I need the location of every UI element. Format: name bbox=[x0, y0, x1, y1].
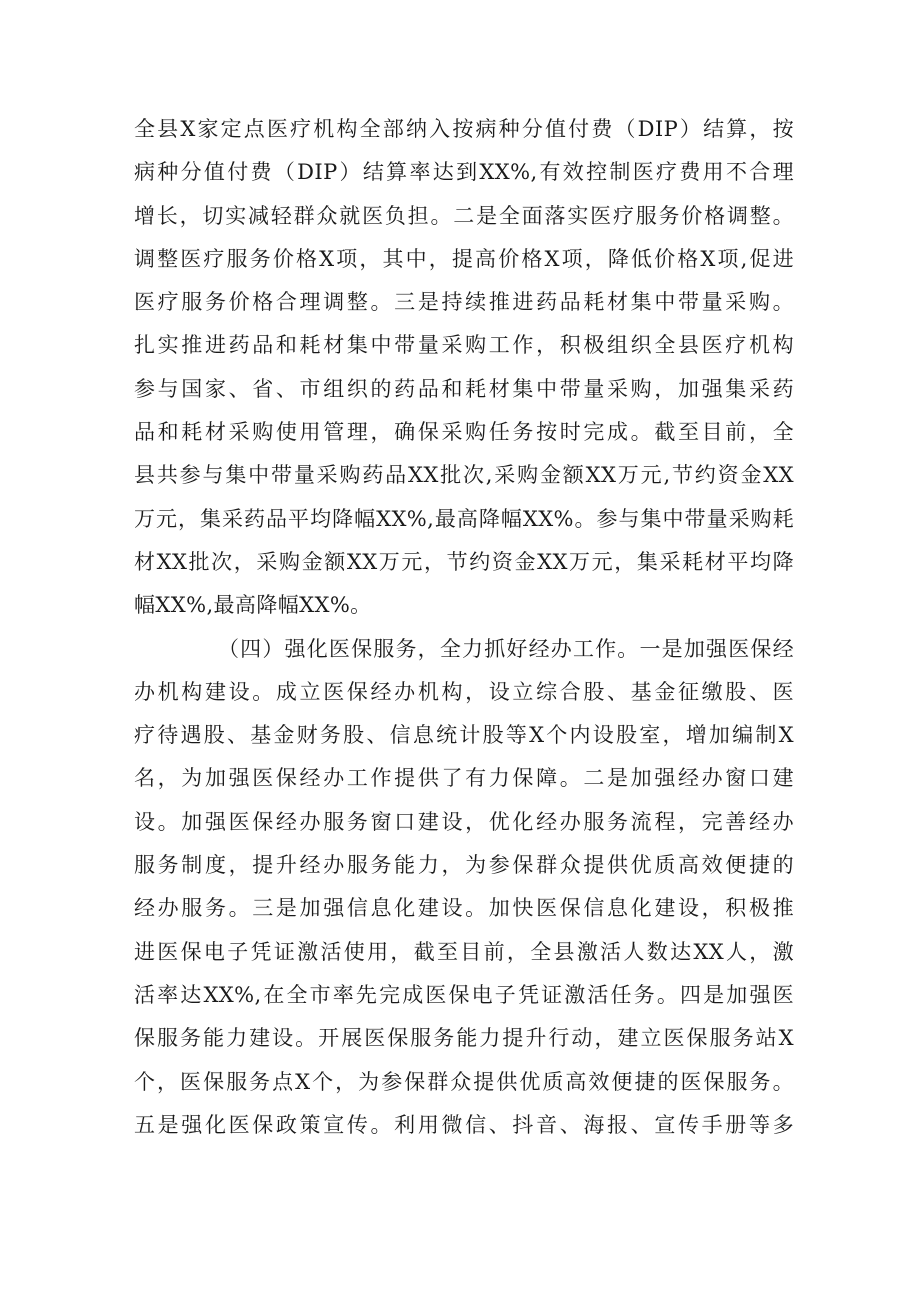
text-line: 参与国家、省、市组织的药品和耗材集中带量采购，加强集采药 bbox=[134, 376, 794, 401]
text-line: 病种分值付费（DIP）结算率达到XX%,有效控制医疗费用不合理 bbox=[134, 160, 794, 185]
text-line: 经办服务。三是加强信息化建设。加快医保信息化建设，积极推 bbox=[134, 896, 794, 921]
text-line: 服务制度，提升经办服务能力，为参保群众提供优质高效便捷的 bbox=[134, 853, 794, 878]
text-line: 幅XX%,最高降幅XX%。 bbox=[134, 593, 372, 618]
text-line: 全县X家定点医疗机构全部纳入按病种分值付费（DIP）结算，按 bbox=[134, 117, 794, 141]
text-line: 个，医保服务点X个，为参保群众提供优质高效便捷的医保服务。 bbox=[134, 1069, 794, 1094]
text-line: 设。加强医保经办服务窗口建设，优化经办服务流程，完善经办 bbox=[134, 809, 794, 834]
text-line: 品和耗材采购使用管理，确保采购任务按时完成。截至目前，全 bbox=[134, 420, 794, 445]
paragraph-1 bbox=[134, 108, 794, 628]
text-line: 疗待遇股、基金财务股、信息统计股等X个内设股室，增加编制X bbox=[134, 723, 794, 748]
text-line: 医疗服务价格合理调整。三是持续推进药品耗材集中带量采购。 bbox=[134, 290, 794, 315]
text-line: 保服务能力建设。开展医保服务能力提升行动，建立医保服务站X bbox=[134, 1026, 794, 1051]
text-line: 活率达XX%,在全市率先完成医保电子凭证激活任务。四是加强医 bbox=[134, 982, 794, 1007]
text-line: 材XX批次，采购金额XX万元，节约资金XX万元，集采耗材平均降 bbox=[134, 549, 794, 574]
text-line: 扎实推进药品和耗材集中带量采购工作，积极组织全县医疗机构 bbox=[134, 333, 794, 358]
section-heading-line: （四）强化医保服务，全力抓好经办工作。一是加强医保经 bbox=[218, 636, 794, 661]
text-line: 进医保电子凭证激活使用，截至目前，全县激活人数达XX人，激 bbox=[134, 939, 794, 964]
text-line: 名，为加强医保经办工作提供了有力保障。二是加强经办窗口建 bbox=[134, 766, 794, 791]
document-body bbox=[134, 108, 794, 1147]
text-line: 万元，集采药品平均降幅XX%,最高降幅XX%。参与集中带量采购耗 bbox=[134, 506, 794, 531]
paragraph-2 bbox=[134, 628, 794, 1148]
text-line: 五是强化医保政策宣传。利用微信、抖音、海报、宣传手册等多 bbox=[134, 1112, 794, 1137]
text-line: 增长，切实减轻群众就医负担。二是全面落实医疗服务价格调整。 bbox=[134, 203, 794, 228]
text-line: 办机构建设。成立医保经办机构，设立综合股、基金征缴股、医 bbox=[134, 679, 794, 704]
text-line: 县共参与集中带量采购药品XX批次,采购金额XX万元,节约资金XX bbox=[134, 463, 794, 488]
text-line: 调整医疗服务价格X项，其中，提高价格X项，降低价格X项,促进 bbox=[134, 246, 794, 271]
